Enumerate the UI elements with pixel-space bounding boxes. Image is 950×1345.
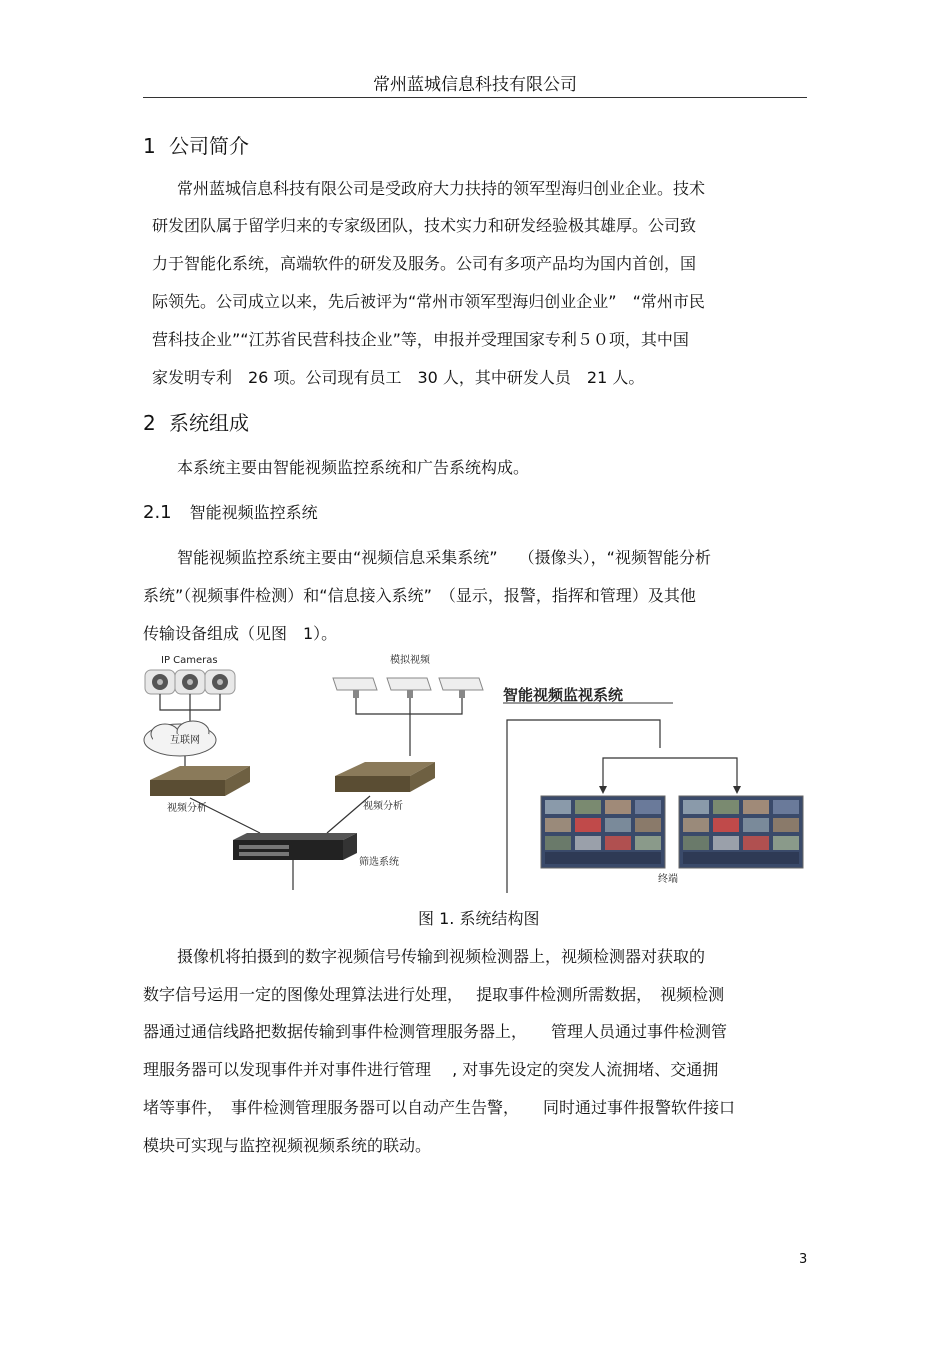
header-rule	[143, 97, 807, 98]
section-2-1-number: 2.1	[143, 502, 172, 523]
page-header: 常州蓝城信息科技有限公司	[373, 75, 577, 95]
para1-line: 际领先。公司成立以来，先后被评为“常州市领军型海归创业企业” “常州市民	[152, 292, 705, 311]
section-1-number: 1	[143, 134, 156, 158]
para3-line: 传输设备组成（见图 1）。	[143, 624, 338, 643]
section-1-heading	[143, 130, 249, 159]
analog-video-label: 模拟视频	[390, 655, 430, 666]
para3-line: 智能视频监控系统主要由“视频信息采集系统” （摄像头），“视频智能分析	[177, 548, 711, 567]
section-2-heading	[143, 407, 249, 436]
internet-label: 互联网	[170, 735, 200, 746]
ip-camera-icon	[205, 670, 235, 694]
para4-line: 模块可实现与监控视频视频系统的联动。	[143, 1136, 432, 1155]
para4-line: 数字信号运用一定的图像处理算法进行处理， 提取事件检测所需数据， 视频检测	[143, 985, 725, 1004]
section-1-title: 公司简介	[169, 134, 249, 158]
para1-line: 常州蓝城信息科技有限公司是受政府大力扶持的领军型海归创业企业。技术	[177, 179, 706, 198]
section-2-1-title: 智能视频监控系统	[189, 503, 318, 522]
analog-camera-icon	[387, 678, 431, 698]
system-title-label: 智能视频监视系统	[503, 686, 624, 704]
ip-cameras-label: IP Cameras	[161, 655, 218, 666]
para1-line: 家发明专利 26 项。公司现有员工 30 人，其中研发人员 21 人。	[152, 368, 645, 387]
filter-server-icon	[233, 833, 357, 860]
video-analyzer-device-icon	[335, 762, 435, 792]
filter-system-label: 筛选系统	[359, 857, 399, 868]
para1-line: 力于智能化系统，高端软件的研发及服务。公司有多项产品均为国内首创，国	[152, 254, 697, 273]
para4-line: 理服务器可以发现事件并对事件进行管理 , 对事先设定的突发人流拥堵、交通拥	[143, 1060, 719, 1079]
section-2-title: 系统组成	[169, 411, 249, 435]
analog-camera-icon	[333, 678, 377, 698]
system-structure-figure	[135, 648, 815, 898]
terminal-label: 终端	[658, 874, 678, 885]
video-analyzer-device-icon	[150, 766, 250, 796]
para1-line: 研发团队属于留学归来的专家级团队，技术实力和研发经验极其雄厚。公司致	[152, 216, 697, 235]
para4-line: 堵等事件， 事件检测管理服务器可以自动产生告警， 同时通过事件报警软件接口	[143, 1098, 736, 1117]
section-2-number: 2	[143, 411, 156, 435]
ip-camera-icon	[175, 670, 205, 694]
ip-camera-icon	[145, 670, 175, 694]
figure-caption: 图 1. 系统结构图	[418, 909, 540, 928]
page-number: 3	[799, 1252, 808, 1267]
para4-line: 摄像机将拍摄到的数字视频信号传输到视频检测器上，视频检测器对获取的	[177, 947, 706, 966]
monitor-wall-icon	[679, 796, 803, 868]
monitor-wall-icon	[541, 796, 665, 868]
para4-line: 器通过通信线路把数据传输到事件检测管理服务器上， 管理人员通过事件检测管	[143, 1022, 728, 1041]
para2: 本系统主要由智能视频监控系统和广告系统构成。	[177, 458, 530, 477]
video-analysis-label-2: 视频分析	[363, 801, 403, 812]
section-2-1-heading	[143, 500, 318, 523]
video-analysis-label-1: 视频分析	[167, 803, 207, 814]
analog-camera-icon	[439, 678, 483, 698]
para3-line: 系统”（视频事件检测）和“信息接入系统” （显示，报警，指挥和管理）及其他	[143, 586, 696, 605]
para1-line: 营科技企业”“江苏省民营科技企业”等，申报并受理国家专利５０项，其中国	[152, 330, 689, 349]
